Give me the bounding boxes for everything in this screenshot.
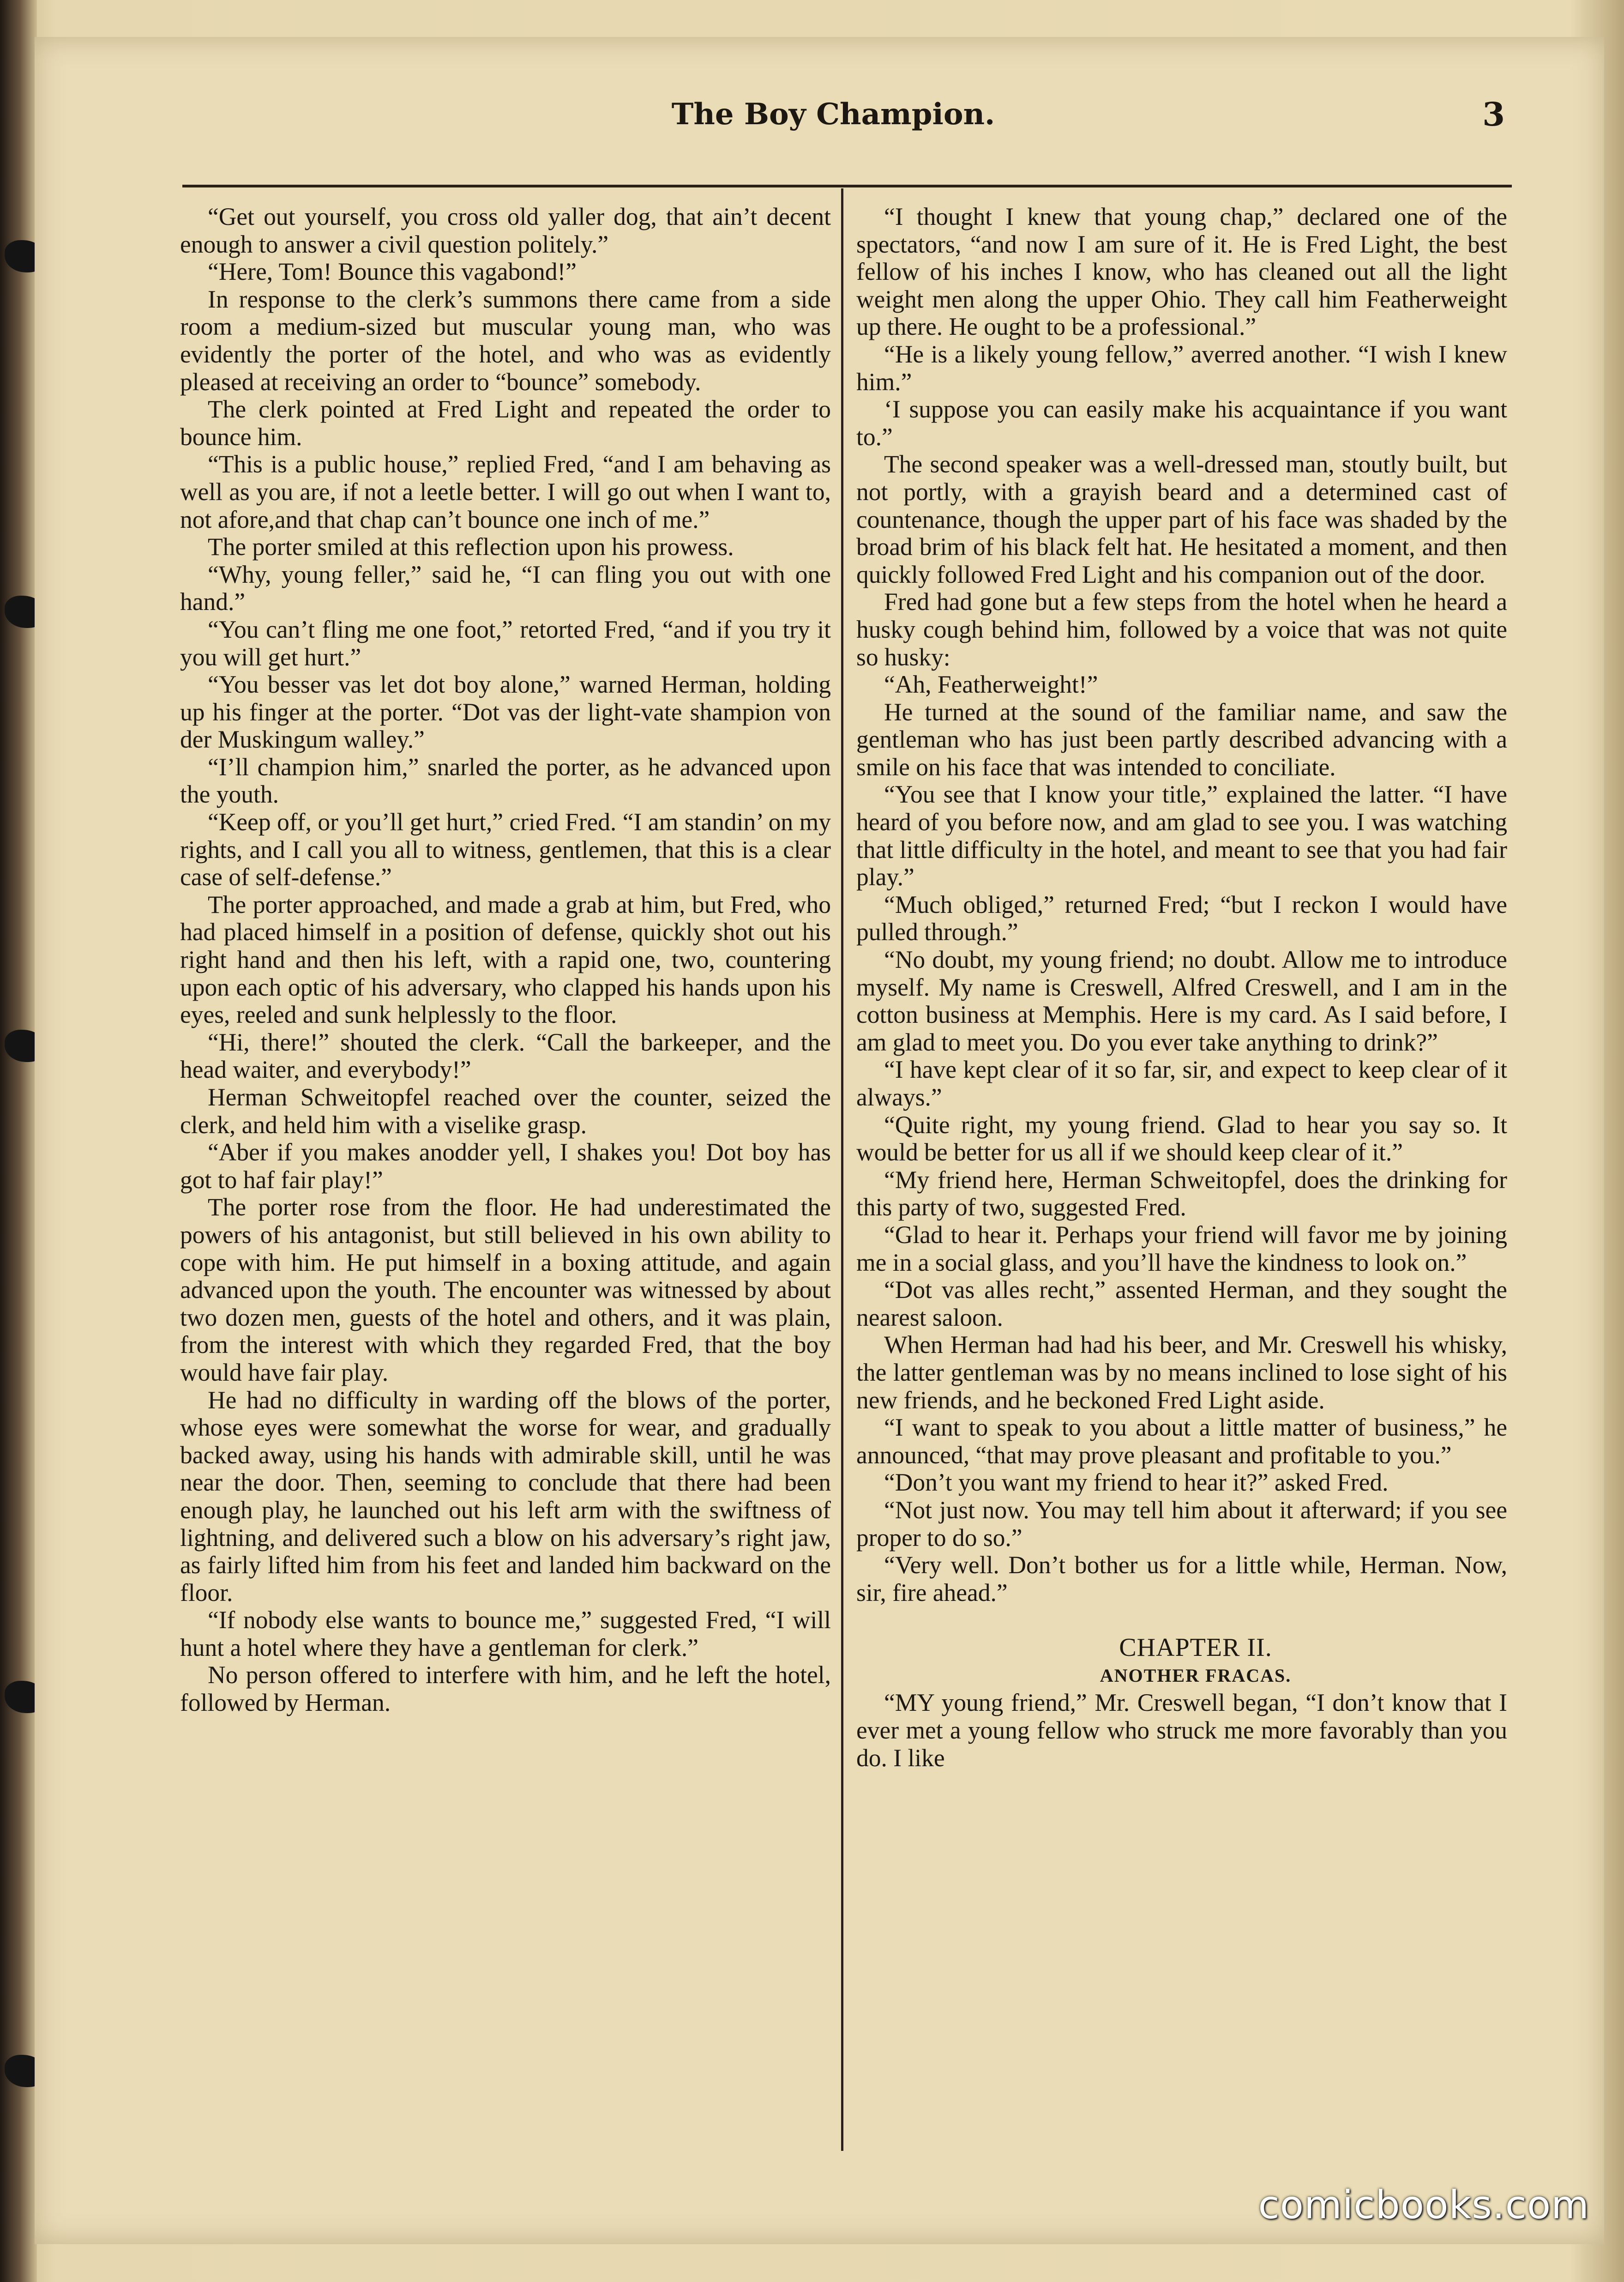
paragraph: Herman Schweitopfel reached over the counter, seized the clerk, and held him with a viselike grasp. [180,1083,831,1139]
paragraph: “Here, Tom! Bounce this vagabond!” [208,258,577,286]
page-header [143,88,1523,148]
header-rule [182,185,1512,187]
paragraph: The porter approached, and made a grab at him, but Fred, who had placed himself in a position of defense, quickly shot out his right hand and then his left, with a rapid one, two, countering upon each optic of his adversary, who clapped his hands upon his eyes, reeled and sunk helplessly to the floor. [180,890,831,1029]
paragraph: “Very well. Don’t bother us for a little while, Herman. Now, sir, fire ahead.” [856,1551,1507,1606]
paragraph: He turned at the sound of the familiar name, and saw the gentleman who has just been partly described advancing with a smile on his face that was intended to conciliate. [856,698,1507,781]
paragraph: No person offered to interfere with him, and he left the hotel, followed by Herman. [180,1661,831,1717]
paragraph: “Hi, there!” shouted the clerk. “Call the barkeeper, and the head waiter, and everybody!” [180,1028,831,1084]
column-divider [841,188,843,2151]
paragraph: The porter rose from the floor. He had underestimated the powers of his antagonist, but still believed in his own ability to cope with him. He put himself in a boxing attitude, and again advanced upon the youth. The encounter was witnessed by about two dozen men, guests of the hotel and others, and it was plain, from the interest with which they regarded Fred, that the boy would have fair play. [180,1193,831,1386]
paragraph: The porter smiled at this reflection upon his prowess. [208,533,734,561]
paragraph: “Why, young feller,” said he, “I can fling you out with one hand.” [180,560,831,616]
paragraph: In response to the clerk’s summons there came from a side room a medium-sized but muscular young man, who was evidently the porter of the hotel, and who was as evidently pleased at receiving an order to “bounce” somebody. [180,285,831,396]
paragraph: “Keep off, or you’ll get hurt,” cried Fred. “I am standin’ on my rights, and I call you all to witness, gentlemen, that this is a clear case of self-defense.” [180,808,831,891]
paragraph: The second speaker was a well-dressed man, stoutly built, but not portly, with a grayish beard and a determined cast of countenance, though the upper part of his face was shaded by the broad brim of his black felt hat. He hesitated a moment, and then quickly followed Fred Light and his companion out of the door. [856,450,1507,588]
paragraph: “You see that I know your title,” explained the latter. “I have heard of you before now, and am glad to see you. I was watching that little difficulty in the hotel, and meant to see that you had fair play.” [856,780,1507,891]
paragraph: “Not just now. You may tell him about it afterward; if you see proper to do so.” [856,1496,1507,1552]
paragraph: “Glad to hear it. Perhaps your friend will favor me by joining me in a social glass, and you’ll have the kindness to look on.” [856,1220,1507,1276]
paragraph: The clerk pointed at Fred Light and repeated the order to bounce him. [180,395,831,451]
paragraph: When Herman had had his beer, and Mr. Creswell his whisky, the latter gentleman was by no means inclined to lose sight of his new friends, and he beckoned Fred Light aside. [856,1331,1507,1414]
paragraph: ‘I suppose you can easily make his acquaintance if you want to.” [856,395,1507,451]
paragraph: “Aber if you makes anodder yell, I shakes you! Dot boy has got to haf fair play!” [180,1138,831,1194]
paragraph: “No doubt, my young friend; no doubt. Allow me to introduce myself. My name is Creswell, Alfred Creswell, and I am in the cotton business at Memphis. Here is my card. As I said before, I am glad to meet you. Do you ever take anything to drink?” [856,946,1507,1056]
paragraph: “I’ll champion him,” snarled the porter, as he advanced upon the youth. [180,753,831,809]
paragraph: “This is a public house,” replied Fred, “and I am behaving as well as you are, if not a leetle better. I will go out when I want to, not afore,and that chap can’t bounce one inch of me.” [180,450,831,533]
paragraph: “I have kept clear of it so far, sir, and expect to keep clear of it always.” [856,1056,1507,1111]
paragraph: “MY young friend,” Mr. Creswell began, “I don’t know that I ever met a young fellow who struck me more favorably than you do. I like [856,1689,1507,1772]
paragraph: Fred had gone but a few steps from the hotel when he heard a husky cough behind him, followed by a voice that was not quite so husky: [856,588,1507,671]
paragraph: He had no difficulty in warding off the blows of the porter, whose eyes were somewhat the worse for wear, and gradually backed away, using his hands with admirable skill, until he was near the door. Then, seeming to conclude that there had been enough play, he launched out his left arm with the swiftness of lightning, and delivered such a blow on his adversary’s right jaw, as fairly lifted him from his feet and landed him backward on the floor. [180,1386,831,1606]
spine-binding [0,0,37,2282]
paragraph: “Don’t you want my friend to hear it?” asked Fred. [884,1468,1389,1497]
paragraph: “Much obliged,” returned Fred; “but I reckon I would have pulled through.” [856,890,1507,946]
paragraph: “Quite right, my young friend. Glad to hear you say so. It would be better for us all if we should keep clear of it.” [856,1111,1507,1166]
chapter-subtitle: ANOTHER FRACAS. [1100,1665,1292,1686]
right-text-column [856,203,1507,1772]
left-text-column [180,203,831,1717]
paragraph: “You besser vas let dot boy alone,” warned Herman, holding up his finger at the porter. “Dot vas der light-vate shampion von der Muskingum walley.” [180,670,831,754]
paragraph: “If nobody else wants to bounce me,” suggested Fred, “I will hunt a hotel where they have a gentleman for clerk.” [180,1606,831,1661]
paragraph: “I thought I knew that young chap,” declared one of the spectators, “and now I am sure of it. He is Fred Light, the best fellow of his inches I know, who has cleaned out all the light weight men along the upper Ohio. They call him Featherweight up there. He ought to be a professional.” [856,203,1507,341]
paragraph: “He is a likely young fellow,” averred another. “I wish I knew him.” [856,340,1507,396]
paragraph: “Ah, Featherweight!” [884,670,1098,699]
paragraph: “I want to speak to you about a little matter of business,” he announced, “that may prove pleasant and profitable to you.” [856,1413,1507,1469]
chapter-heading: CHAPTER II. [1119,1633,1272,1662]
page-number: 3 [1482,95,1505,133]
watermark: comicbooks.com [1258,2182,1589,2228]
running-title: The Boy Champion. [671,97,995,132]
paragraph: “My friend here, Herman Schweitopfel, does the drinking for this party of two, suggested Fred. [856,1165,1507,1221]
paragraph: “Get out yourself, you cross old yaller dog, that ain’t decent enough to answer a civil question politely.” [180,203,831,258]
paragraph: “Dot vas alles recht,” assented Herman, and they sought the nearest saloon. [856,1276,1507,1331]
paragraph: “You can’t fling me one foot,” retorted Fred, “and if you try it you will get hurt.” [180,615,831,671]
